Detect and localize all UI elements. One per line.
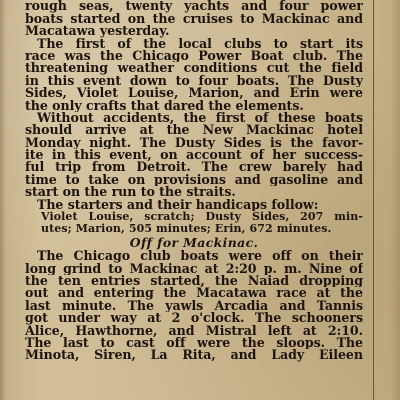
section-heading: Off for Mackinac. xyxy=(129,234,259,250)
article-line: ful trip from Detroit. The crew barely had xyxy=(25,161,363,174)
article-line: start on the run to the straits. xyxy=(25,186,236,199)
article-line: The starters and their handicaps follow: xyxy=(37,198,319,212)
article-line: Without accidents, the first of these boats xyxy=(37,111,363,125)
article-line: rough seas, twenty yachts and four power xyxy=(25,0,363,13)
article-line: long grind to Mackinac at 2:20 p. m. Nine of xyxy=(25,262,363,276)
article-line: time to take on provisions and gasoline and xyxy=(25,173,363,187)
article-line: Monday night. The Dusty Sides is the favor- xyxy=(25,136,363,150)
page-shadow-right xyxy=(390,0,400,400)
column-rule xyxy=(373,0,374,400)
handicap-line: utes; Marion, 505 minutes; Erin, 672 minutes. xyxy=(41,223,332,236)
article-line: Minota, Siren, La Rita, and Lady Eileen xyxy=(25,349,363,362)
article-line: out and entering the Macatawa race at the xyxy=(25,287,363,300)
article-line: the only crafts that dared the elements. xyxy=(25,99,304,112)
article-line: should arrive at the New Mackinac hotel xyxy=(25,124,363,137)
article-line: The last to cast off were the sloops. The xyxy=(25,337,363,350)
article-line: last minute. The yawls Arcadia and Tannis xyxy=(25,299,363,313)
article-line: ite in this event, on account of her success- xyxy=(25,149,363,162)
article-line: the ten entries started, the Naiad dropping xyxy=(25,275,363,288)
page-shadow-left xyxy=(0,0,6,400)
article-line: The Chicago club boats were off on their xyxy=(37,250,363,263)
article-line: threatening weather conditions cut the field xyxy=(25,62,363,75)
handicap-line: Violet Louise, scratch; Dusty Sides, 207 min- xyxy=(41,211,363,224)
article-line: Macatawa yesterday. xyxy=(25,25,170,38)
article-line: Alice, Hawthorne, and Mistral left at 2:10. xyxy=(25,324,363,338)
article-line: Sides, Violet Louise, Marion, and Erin were xyxy=(25,87,363,100)
article-column xyxy=(25,0,363,362)
article-line: race was the Chicago Power Boat club. The xyxy=(25,49,363,63)
article-line: boats started on the cruises to Mackinac and xyxy=(25,12,363,26)
article-line: The first of the local clubs to start its xyxy=(37,37,363,50)
article-line: got under way at 2 o'clock. The schooners xyxy=(25,312,363,325)
article-line: in this event down to four boats. The Dusty xyxy=(25,74,363,88)
